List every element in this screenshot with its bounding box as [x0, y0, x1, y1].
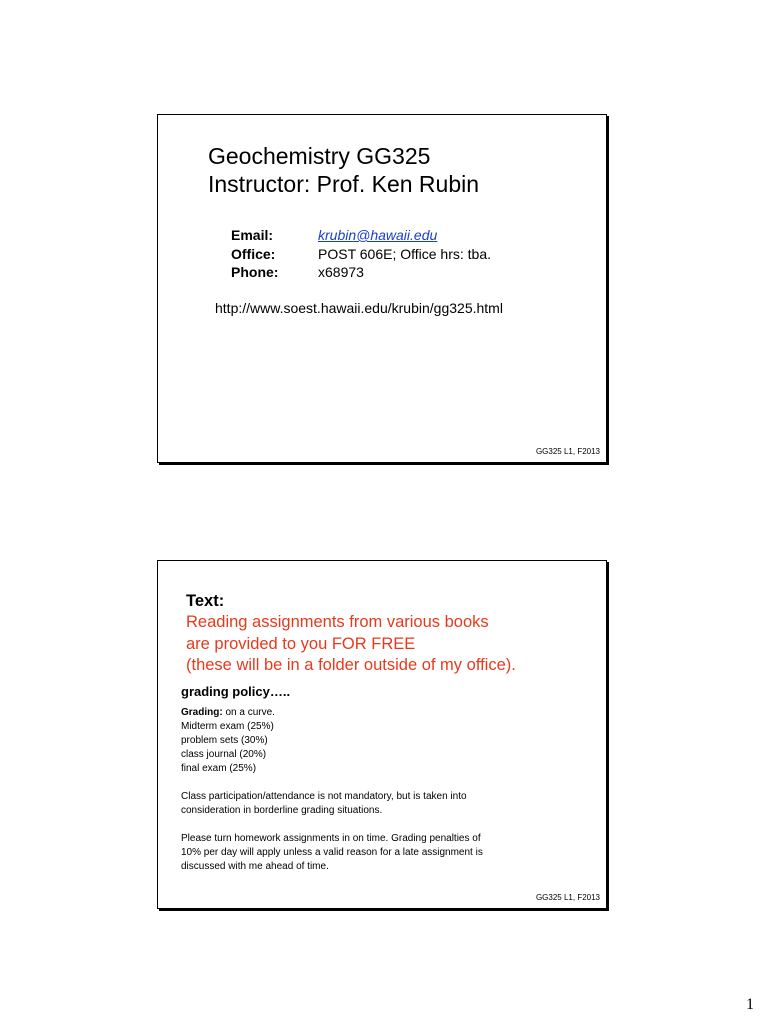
grading-details [181, 706, 581, 874]
office-value: POST 606E; Office hrs: tba. [318, 245, 492, 262]
email-row [231, 226, 491, 245]
spacer [181, 776, 581, 790]
spacer [181, 818, 581, 832]
grade-component: final exam (25%) [181, 763, 257, 774]
homework-line: discussed with me ahead of time. [181, 861, 329, 872]
participation-line: consideration in borderline grading situations. [181, 805, 383, 816]
office-row [231, 245, 491, 264]
course-url: http://www.soest.hawaii.edu/krubin/gg325.html [215, 300, 503, 316]
slide-footer: GG325 L1, F2013 [535, 447, 600, 456]
grading-value: on a curve. [222, 707, 275, 718]
slide-footer: GG325 L1, F2013 [535, 893, 600, 902]
phone-row [231, 263, 491, 282]
email-label: Email: [231, 227, 274, 243]
text-line: are provided to you FOR FREE [186, 634, 416, 653]
grading-policy-heading: grading policy….. [181, 684, 291, 699]
instructor-title: Instructor: Prof. Ken Rubin [208, 171, 480, 197]
email-link[interactable]: krubin@hawaii.edu [318, 227, 438, 243]
office-label: Office: [231, 245, 276, 262]
grade-component: class journal (20%) [181, 749, 267, 760]
grading-line [181, 706, 581, 720]
grade-component: problem sets (30%) [181, 735, 268, 746]
phone-value: x68973 [318, 264, 364, 280]
participation-line: Class participation/attendance is not mandatory, but is taken into [181, 791, 467, 802]
text-heading: Text: [186, 592, 225, 610]
grading-label: Grading: [181, 707, 223, 718]
slide-2 [157, 560, 607, 909]
text-description [186, 612, 516, 677]
course-title: Geochemistry GG325 [208, 143, 431, 169]
phone-label: Phone: [231, 264, 279, 280]
text-line: Reading assignments from various books [186, 613, 489, 631]
page-number: 1 [746, 996, 754, 1013]
grade-component: Midterm exam (25%) [181, 721, 274, 732]
text-line: (these will be in a folder outside of my office). [186, 656, 516, 674]
homework-line: 10% per day will apply unless a valid reason for a late assignment is [181, 847, 483, 858]
contact-block [231, 226, 491, 282]
homework-line: Please turn homework assignments in on time. Grading penalties of [181, 833, 481, 844]
slide-title [208, 142, 479, 198]
slide-1 [157, 114, 607, 463]
